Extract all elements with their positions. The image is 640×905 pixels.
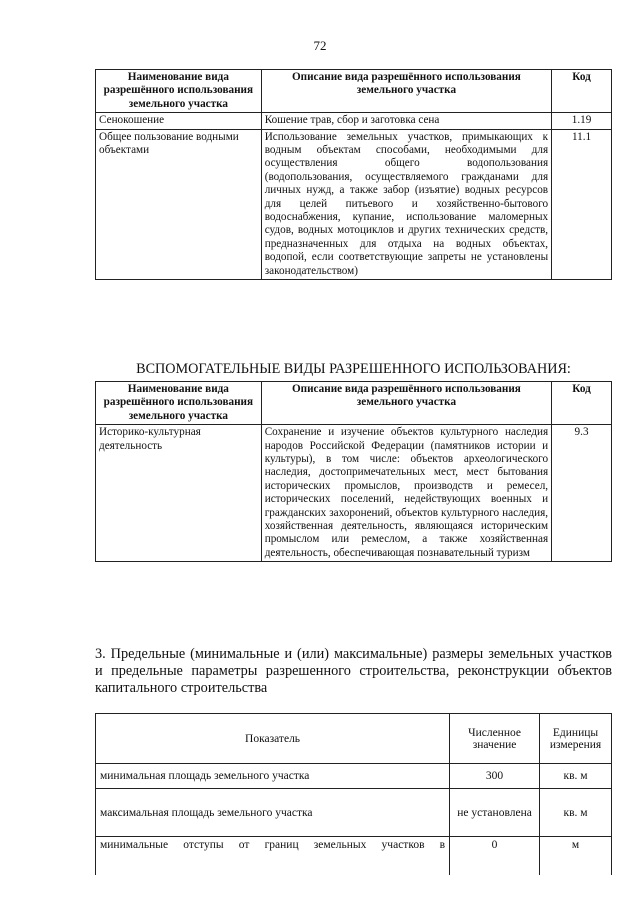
table-row (96, 789, 612, 837)
row-value: 300 (450, 764, 540, 789)
table-row (96, 837, 612, 875)
table-header-row (96, 382, 612, 425)
header-name: Наименование вида разрешённого использования земельного участка (96, 382, 262, 425)
table-row (96, 129, 612, 279)
row-description: Использование земельных участков, примыкающих к водным объектам способами, необходимыми для осуществления общего водопользования (водопользования, осуществляемого гражданами для личных нужд, а также забор (изъятие) водных ресурсов для целей питьевого и хозяйственно-бытового водоснабжения, купание, использование маломерных судов, водных мотоциклов и других технических средств, предназначенных для отдыха на водных объектах, водопой, если соответствующие запреты не установлены законодательством) (261, 129, 551, 279)
row-unit: м (540, 837, 612, 875)
row-name: Историко-культурная деятельность (96, 425, 262, 562)
table-row (96, 113, 612, 129)
auxiliary-uses-heading: ВСПОМОГАТЕЛЬНЫЕ ВИДЫ РАЗРЕШЕННОГО ИСПОЛЬЗОВАНИЯ: (136, 361, 571, 377)
table-row (96, 425, 612, 562)
row-description: Сохранение и изучение объектов культурного наследия народов Российской Федерации (памятников истории и культуры), в том числе: объектов археологического наследия, достопримечательных мест, мест бытования исторических промыслов, производств и ремесел, исторических поселений, недействующих военных и гражданских захоронений, объектов культурного наследия, хозяйственная деятельность, являющаяся историческим промыслом или ремеслом, а также хозяйственная деятельность, обеспечивающая познавательный туризм (261, 425, 551, 562)
row-indicator: минимальные отступы от границ земельных участков в (96, 837, 450, 875)
row-code: 1.19 (552, 113, 612, 129)
header-code: Код (552, 382, 612, 425)
row-name: Сенокошение (96, 113, 262, 129)
row-code: 9.3 (552, 425, 612, 562)
header-unit: Единицы измерения (540, 714, 612, 764)
row-name: Общее пользование водными объектами (96, 129, 262, 279)
header-indicator: Показатель (96, 714, 450, 764)
row-indicator: минимальная площадь земельного участка (96, 764, 450, 789)
row-value: 0 (450, 837, 540, 875)
main-uses-table (95, 69, 612, 280)
row-value: не установлена (450, 789, 540, 837)
auxiliary-uses-table (95, 381, 612, 562)
parameters-table (95, 713, 612, 875)
row-code: 11.1 (552, 129, 612, 279)
header-code: Код (552, 70, 612, 113)
row-unit: кв. м (540, 764, 612, 789)
table-row (96, 764, 612, 789)
table-header-row (96, 70, 612, 113)
section-3-paragraph: 3. Предельные (минимальные и (или) максимальные) размеры земельных участков и предельные параметры разрешенного строительства, реконструкции объектов капитального строительства (95, 646, 612, 696)
header-description: Описание вида разрешённого использования земельного участка (261, 70, 551, 113)
page-number: 72 (313, 38, 327, 53)
header-description: Описание вида разрешённого использования земельного участка (261, 382, 551, 425)
row-unit: кв. м (540, 789, 612, 837)
row-indicator: максимальная площадь земельного участка (96, 789, 450, 837)
row-description: Кошение трав, сбор и заготовка сена (261, 113, 551, 129)
table-header-row (96, 714, 612, 764)
header-value: Численное значение (450, 714, 540, 764)
header-name: Наименование вида разрешённого использования земельного участка (96, 70, 262, 113)
